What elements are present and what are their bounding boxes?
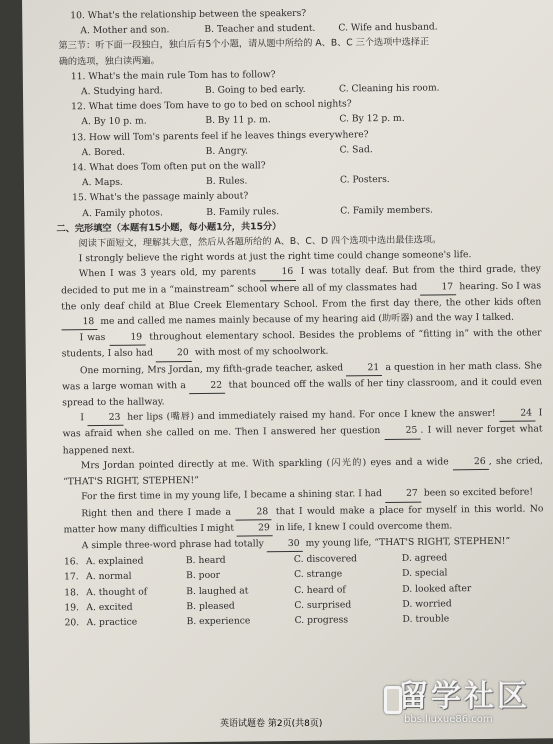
cloze-heading: 二、完形填空（本题有15小题，每小题1分，共15分） bbox=[56, 220, 282, 235]
option-c: C. Posters. bbox=[339, 174, 390, 186]
blank-27: 27 bbox=[385, 486, 421, 503]
cloze-paragraph-9: A simple three-word phrase had totally 30 my young life, “THAT'S RIGHT, STEPHEN!” bbox=[81, 535, 511, 552]
option-a: A. Mother and son. bbox=[80, 24, 170, 37]
cloze-paragraph-3: I was 19 throughout elementary school. Besides the problems of “fitting in” with the other students, I also had 20 with most of my schoolwork. bbox=[61, 326, 541, 363]
cloze-paragraph-8: Right then and there I made a 28 that I would make a place for myself in this world. No matter how many difficulties I might 29 in life, I knew I could overcome them. bbox=[63, 502, 544, 536]
option-c: C. Cleaning his room. bbox=[338, 82, 440, 95]
option-a: A. Studying hard. bbox=[80, 85, 163, 98]
option-c: C. Sad. bbox=[339, 143, 373, 156]
question-13: 13. How will Tom's parents feel if he leaves things everywhere? A. Bored. B. Angry. C. Sad. bbox=[59, 125, 539, 160]
watermark-logo: 留学社区 bbox=[398, 679, 530, 714]
blank-28: 28 bbox=[235, 504, 271, 521]
cloze-paragraph-5: I 23 her lips (嘴唇) and immediately raised my hand. For once I knew the answer! 24 I was afraid when she called on me. Then I answered her question 25 . I will never forget what happened next. bbox=[62, 407, 543, 457]
answer-row-16: 16. A. explained B. heard C. discovered D. agreed bbox=[63, 552, 448, 568]
blank-19: 19 bbox=[109, 330, 145, 347]
option-b: B. Going to bed early. bbox=[204, 83, 306, 96]
cloze-paragraph-2: When I was 3 years old, my parents 16 I was totally deaf. But from the third grade, they decided to put me in a “mainstream” school where all of my classmates had 17 hearing. So I was the only deaf child at Blue Creek Elementary School. From the first day there, the other kids often 18 me and called me names mainly because of my hearing aid (助听器) and the way I talked. bbox=[61, 262, 542, 331]
answer-row-17: 17. A. normal B. poor C. strange D. special bbox=[64, 567, 448, 583]
cloze-instruction: 阅读下面短文，理解其大意，然后从各题所给的 A、B、C、D 四个选项中选出最佳选项。 bbox=[78, 234, 442, 250]
answer-row-19: 19. A. excited B. pleased C. surprised D. worried bbox=[64, 598, 452, 614]
option-b: B. By 11 p. m. bbox=[205, 114, 271, 127]
question-11: 11. What's the main rule Tom has to follow? A. Studying hard. B. Going to bed early. C. Cleaning his room. bbox=[59, 64, 539, 99]
blank-24: 24 bbox=[499, 406, 535, 423]
answer-choices bbox=[64, 549, 545, 630]
option-a: A. Maps. bbox=[81, 176, 123, 189]
blank-23: 23 bbox=[88, 410, 124, 427]
option-a: A. By 10 p. m. bbox=[81, 115, 147, 128]
blank-30: 30 bbox=[267, 536, 303, 553]
option-c: C. Family members. bbox=[340, 204, 433, 217]
answer-row-20: 20. A. practice B. experience C. progress D. trouble bbox=[64, 613, 450, 629]
exam-page bbox=[22, 0, 553, 744]
exam-content bbox=[58, 3, 544, 630]
blank-21: 21 bbox=[346, 360, 382, 377]
blank-17: 17 bbox=[420, 279, 456, 296]
option-b: B. Teacher and student. bbox=[204, 22, 316, 36]
page-footer: 英语试题卷 第2页(共8页) bbox=[220, 719, 323, 729]
question-15: 15. What's the passage mainly about? A. Family photos. B. Family rules. C. Family members. bbox=[60, 186, 540, 221]
section3-instruction: 第三节：听下面一段独白，独白后有5个小题，请从题中所给的 A、B、C 三个选项中选择正 bbox=[58, 36, 430, 52]
option-b: B. Family rules. bbox=[206, 205, 280, 218]
blank-25: 25 bbox=[384, 423, 420, 440]
question-14: 14. What does Tom often put on the wall? A. Maps. B. Rules. C. Posters. bbox=[60, 155, 540, 190]
watermark-icon bbox=[384, 686, 402, 714]
blank-20: 20 bbox=[156, 346, 192, 363]
cloze-paragraph-4: One morning, Mrs Jordan, my fifth-grade teacher, asked 21 a question in her math class. She was a large woman with a 22 that bounced off the walls of her tiny classroom, and it could even spread to the hallway. bbox=[62, 360, 543, 409]
option-a: A. Bored. bbox=[81, 146, 126, 159]
cloze-paragraph-7: For the first time in my young life, I became a shining star. I had 27 been so excited before! bbox=[81, 486, 534, 503]
question-12: 12. What time does Tom have to go to bed on school nights? A. By 10 p. m. B. By 11 p. m. C. By 12 p. m. bbox=[59, 95, 539, 130]
option-b: B. Rules. bbox=[205, 175, 248, 188]
blank-22: 22 bbox=[189, 378, 225, 395]
option-c: C. By 12 p. m. bbox=[339, 113, 405, 125]
watermark-url: bbs.liuxue86.com bbox=[404, 714, 493, 725]
option-a: A. Family photos. bbox=[82, 206, 163, 219]
watermark bbox=[398, 680, 548, 734]
cloze-paragraph-1: I strongly believe the right words at just the right time could change someone's life. bbox=[78, 249, 472, 265]
option-c: C. Wife and husband. bbox=[338, 21, 438, 34]
option-b: B. Angry. bbox=[205, 145, 248, 157]
blank-29: 29 bbox=[237, 520, 273, 537]
section3-instruction-cont: 确的选项，独白读两遍。 bbox=[58, 54, 160, 68]
cloze-paragraph-6: Mrs Jordan pointed directly at me. With sparkling (闪光的) eyes and a wide 26 , she cried, “THAT'S RIGHT, STEPHEN!” bbox=[63, 455, 543, 488]
blank-18: 18 bbox=[61, 314, 97, 331]
question-10: 10. What's the relationship between the speakers? bbox=[70, 7, 307, 22]
answer-row-18: 18. A. thought of B. laughed at C. heard of D. looked after bbox=[64, 582, 472, 598]
blank-26: 26 bbox=[453, 454, 489, 471]
blank-16: 16 bbox=[260, 264, 296, 281]
